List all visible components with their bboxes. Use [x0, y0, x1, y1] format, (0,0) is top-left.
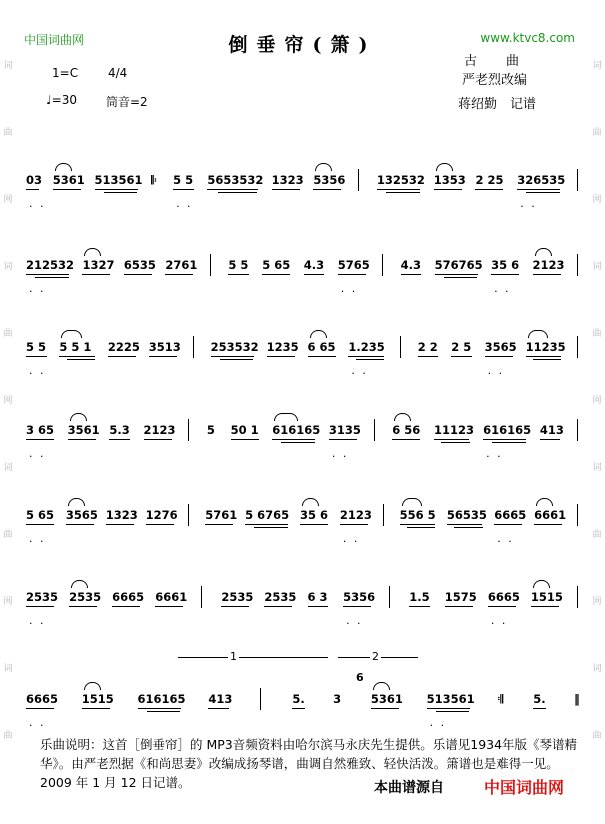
- note-group: 5 65: [26, 508, 55, 522]
- underline-eighth: [144, 439, 172, 440]
- note-group: 556 5: [399, 508, 436, 522]
- lower-octave-dot: . .: [342, 532, 360, 545]
- volta-number-1: 1: [230, 650, 237, 663]
- watermark-char: 词: [3, 61, 13, 71]
- bar-line: [577, 504, 578, 526]
- underline-eighth: [95, 189, 138, 190]
- note-group: 132532: [376, 173, 425, 187]
- note-group: 1515: [530, 590, 563, 604]
- underline-eighth: [264, 606, 292, 607]
- underline-sixteenth: [386, 192, 420, 193]
- underline-eighth: [59, 356, 95, 357]
- watermark-char: 网: [3, 195, 13, 205]
- underline-eighth: [435, 274, 478, 275]
- volta-number-2: 2: [372, 650, 379, 663]
- slur: [84, 248, 101, 256]
- underline-eighth: [540, 439, 561, 440]
- underline-eighth: [26, 524, 54, 525]
- watermark-char: 曲: [592, 731, 602, 741]
- underline-eighth: [434, 189, 462, 190]
- bar-line: [382, 254, 383, 276]
- underline-eighth: [400, 524, 436, 525]
- underline-sixteenth: [492, 442, 526, 443]
- underline-eighth: [534, 524, 562, 525]
- note-group: 1353: [433, 173, 466, 187]
- bar-line: [210, 254, 211, 276]
- watermark-char: 曲: [3, 128, 13, 138]
- underline-eighth: [26, 189, 39, 190]
- note-group: 5 5: [26, 340, 47, 354]
- underline-eighth: [82, 708, 110, 709]
- watermark-char: 网: [3, 396, 13, 406]
- lower-octave-dot: . .: [29, 197, 46, 210]
- underline-sixteenth: [220, 359, 254, 360]
- watermark-char: 曲: [592, 128, 602, 138]
- slur: [55, 163, 72, 171]
- score-row: [0, 423, 605, 463]
- note-group: 2123: [532, 258, 565, 272]
- score-row: [0, 258, 605, 298]
- underline-sixteenth: [454, 527, 482, 528]
- note-group: 253532: [210, 340, 259, 354]
- underline-eighth: [68, 439, 96, 440]
- underline-eighth: [231, 439, 259, 440]
- bar-line: [374, 419, 375, 441]
- repeat-end-sign: 𝄇: [497, 692, 504, 706]
- note-group: 6535: [123, 258, 156, 272]
- underline-eighth: [304, 274, 325, 275]
- underline-eighth: [221, 606, 249, 607]
- note-group: 1323: [105, 508, 138, 522]
- slur: [315, 163, 332, 171]
- note-group: 5 5: [173, 173, 194, 187]
- note-group: 2761: [165, 258, 198, 272]
- lower-octave-dot: . .: [29, 614, 46, 627]
- underline-eighth: [533, 708, 546, 709]
- note-group: 5.3: [109, 423, 130, 437]
- note-group: 1575: [444, 590, 477, 604]
- underline-eighth: [434, 439, 470, 440]
- slur: [61, 330, 82, 338]
- note-group: 3561: [67, 423, 100, 437]
- note-group: 5.: [533, 692, 546, 706]
- underline-eighth: [112, 606, 140, 607]
- underline-eighth: [109, 439, 130, 440]
- underline-eighth: [485, 356, 513, 357]
- underline-eighth: [313, 189, 341, 190]
- watermark-char: 网: [3, 597, 13, 607]
- underline-eighth: [409, 606, 430, 607]
- repeat-start-sign: 𝄆: [151, 173, 157, 187]
- note-group: 5765: [337, 258, 370, 272]
- lower-octave-dot: . .: [429, 716, 447, 729]
- watermark-char: 词: [592, 664, 602, 674]
- note-group: 2535: [69, 590, 102, 604]
- lower-octave-dot: . .: [340, 282, 358, 295]
- underline-eighth: [533, 274, 561, 275]
- grace-note: 6: [356, 671, 364, 684]
- underline-eighth: [26, 708, 54, 709]
- underline-eighth: [451, 356, 472, 357]
- note-group: 3: [333, 692, 342, 706]
- underline-eighth: [488, 606, 516, 607]
- underline-sixteenth: [356, 359, 384, 360]
- score-row: [0, 508, 605, 548]
- lower-octave-dot: . .: [487, 364, 505, 377]
- volta-bracket-1: [178, 657, 328, 658]
- underline-eighth: [308, 356, 336, 357]
- underline-eighth: [272, 439, 315, 440]
- note-group: 413: [208, 692, 233, 706]
- underline-eighth: [124, 274, 152, 275]
- bar-line: [577, 254, 578, 276]
- slur: [84, 682, 101, 690]
- note-group: 6661: [155, 590, 188, 604]
- note-group: 35 6: [491, 258, 520, 272]
- underline-eighth: [205, 524, 233, 525]
- transcriber-label: 蒋绍勤 记谱: [458, 97, 537, 112]
- watermark-char: 曲: [3, 329, 13, 339]
- lower-octave-dot: . .: [29, 364, 46, 377]
- note-group: 50 1: [230, 423, 259, 437]
- time-signature: 4/4: [108, 66, 128, 80]
- note-group: 2 5: [451, 340, 472, 354]
- note-group: 5653532: [207, 173, 264, 187]
- note-group: 2225: [107, 340, 140, 354]
- slur: [436, 163, 453, 171]
- note-group: 4.3: [303, 258, 325, 272]
- underline-eighth: [348, 356, 384, 357]
- underline-eighth: [262, 274, 290, 275]
- underline-eighth: [211, 356, 254, 357]
- lower-octave-dot: . .: [29, 282, 46, 295]
- underline-eighth: [475, 189, 503, 190]
- underline-eighth: [208, 708, 229, 709]
- underline-eighth: [343, 606, 371, 607]
- note-group: 326535: [517, 173, 566, 187]
- origin-label: 古 曲: [464, 54, 521, 69]
- watermark-char: 词: [3, 262, 13, 272]
- slur: [535, 248, 552, 256]
- underline-sixteenth: [444, 277, 478, 278]
- note-group: 5361: [52, 173, 85, 187]
- bar-line: [383, 504, 384, 526]
- note-group: 212532: [26, 258, 75, 272]
- underline-eighth: [531, 606, 559, 607]
- brand-logo-text[interactable]: 中国词曲网: [484, 778, 565, 797]
- lower-octave-dot: . .: [176, 197, 193, 210]
- underline-eighth: [292, 708, 305, 709]
- underline-eighth: [340, 524, 368, 525]
- underline-eighth: [371, 708, 399, 709]
- underline-eighth: [138, 708, 181, 709]
- key-signature: 1=C: [52, 66, 79, 80]
- watermark-char: 网: [592, 597, 602, 607]
- watermark-char: 词: [3, 664, 13, 674]
- underline-eighth: [300, 524, 328, 525]
- note-group: 6 65: [307, 340, 336, 354]
- underline-sixteenth: [218, 192, 257, 193]
- bar-line: [188, 419, 189, 441]
- note-group: 35 6: [300, 508, 329, 522]
- slur: [71, 580, 88, 588]
- underline-sixteenth: [104, 192, 138, 193]
- score-row: [0, 173, 605, 213]
- watermark-char: 词: [592, 262, 602, 272]
- slur: [70, 413, 87, 421]
- lower-octave-dot: . .: [520, 197, 537, 210]
- note-group: 513561: [426, 692, 475, 706]
- underline-sixteenth: [147, 711, 181, 712]
- watermark-char: 曲: [592, 530, 602, 540]
- note-group: 6 3: [307, 590, 328, 604]
- note-group: 513561: [94, 173, 143, 187]
- underline-eighth: [207, 189, 258, 190]
- bar-line: [400, 336, 401, 358]
- underline-eighth: [26, 274, 69, 275]
- underline-eighth: [26, 356, 47, 357]
- bar-line: [260, 688, 261, 710]
- piece-description: 乐曲说明：这首［倒垂帘］的 MP3音频资料由哈尔滨马永庆先生提供。乐谱见1934年版《琴谱精华》。由严老烈据《和尚思妻》改编成扬琴谱，曲调自然雅致、轻快活泼。箫谱也是难得一见。2009 年 1 月 12 日记谱。: [40, 737, 578, 790]
- slur: [394, 413, 411, 421]
- watermark-char: 词: [3, 463, 13, 473]
- site-url-top-right[interactable]: www.ktvc8.com: [480, 31, 575, 45]
- bar-line: [577, 586, 578, 608]
- note-group: 1235: [266, 340, 299, 354]
- bar-line: [188, 504, 189, 526]
- underline-eighth: [329, 439, 357, 440]
- underline-eighth: [447, 524, 483, 525]
- underline-eighth: [392, 439, 420, 440]
- slur: [310, 330, 327, 338]
- underline-eighth: [445, 606, 473, 607]
- note-group: 616165: [272, 423, 321, 437]
- slur: [402, 498, 423, 506]
- note-group: 03: [26, 173, 43, 187]
- underline-eighth: [526, 356, 562, 357]
- note-group: 2 2: [417, 340, 438, 354]
- note-group: 3 65: [26, 423, 55, 437]
- underline-sixteenth: [533, 359, 561, 360]
- underline-eighth: [338, 274, 366, 275]
- bar-line: [201, 586, 202, 608]
- watermark-char: 曲: [3, 731, 13, 741]
- note-group: 5: [206, 423, 215, 437]
- underline-sixteenth: [441, 442, 469, 443]
- slur: [373, 682, 390, 690]
- note-group: 3513: [148, 340, 181, 354]
- underline-eighth: [427, 708, 470, 709]
- note-group: 6661: [534, 508, 567, 522]
- note-group: 2123: [339, 508, 372, 522]
- final-bar: ‖: [574, 692, 580, 706]
- arranger-label: 严老烈改编: [462, 73, 528, 88]
- note-group: 2 25: [475, 173, 504, 187]
- lower-octave-dot: . .: [29, 716, 46, 729]
- underline-eighth: [26, 439, 54, 440]
- bar-line: [577, 336, 578, 358]
- slur: [302, 498, 319, 506]
- note-group: 2535: [221, 590, 254, 604]
- note-group: 5 5: [228, 258, 249, 272]
- note-group: 5761: [205, 508, 238, 522]
- lower-octave-dot: . .: [331, 447, 349, 460]
- underline-eighth: [228, 274, 249, 275]
- note-group: 1327: [82, 258, 115, 272]
- note-group: 2535: [264, 590, 297, 604]
- note-group: 6665: [112, 590, 145, 604]
- note-group: 1515: [81, 692, 114, 706]
- underline-eighth: [491, 274, 519, 275]
- note-group: 1.235: [348, 340, 385, 354]
- underline-eighth: [517, 189, 560, 190]
- underline-eighth: [149, 356, 177, 357]
- note-group: 5 65: [262, 258, 291, 272]
- underline-eighth: [401, 274, 422, 275]
- lower-octave-dot: . .: [351, 364, 368, 377]
- note-group: 3565: [65, 508, 98, 522]
- lower-octave-dot: . .: [494, 282, 511, 295]
- underline-sixteenth: [35, 277, 69, 278]
- underline-eighth: [483, 439, 526, 440]
- underline-eighth: [66, 524, 94, 525]
- underline-eighth: [173, 189, 194, 190]
- score-row: [0, 692, 605, 732]
- slur: [536, 498, 553, 506]
- underline-eighth: [82, 274, 110, 275]
- note-group: 576765: [434, 258, 483, 272]
- note-group: 2535: [26, 590, 59, 604]
- note-group: 413: [539, 423, 564, 437]
- site-name-top-left[interactable]: 中国词曲网: [24, 33, 85, 47]
- underline-eighth: [267, 356, 295, 357]
- bar-line: [193, 336, 194, 358]
- underline-eighth: [26, 606, 54, 607]
- watermark-char: 词: [592, 61, 602, 71]
- note-group: 56535: [446, 508, 487, 522]
- lower-octave-dot: . .: [486, 447, 503, 460]
- underline-eighth: [308, 606, 329, 607]
- note-group: 4.3: [400, 258, 422, 272]
- tempo-marking: ♩=30: [46, 93, 77, 107]
- watermark-char: 词: [592, 463, 602, 473]
- lower-octave-dot: . .: [346, 614, 363, 627]
- note-group: 5.: [292, 692, 305, 706]
- note-group: 11235: [525, 340, 566, 354]
- note-group: 1276: [145, 508, 178, 522]
- note-group: 1323: [271, 173, 304, 187]
- watermark-char: 曲: [592, 329, 602, 339]
- slur: [528, 330, 549, 338]
- score-row: [0, 340, 605, 380]
- song-title: 倒垂帘(箫): [228, 34, 377, 56]
- note-group: 616165: [483, 423, 532, 437]
- base-pitch: 筒音=2: [106, 95, 148, 109]
- underline-eighth: [494, 524, 522, 525]
- bar-line: [577, 419, 578, 441]
- score-row: [0, 590, 605, 630]
- watermark-char: 曲: [3, 530, 13, 540]
- bar-line: [358, 169, 359, 191]
- note-group: 11123: [433, 423, 474, 437]
- underline-eighth: [69, 606, 97, 607]
- note-group: 5 5 1: [59, 340, 92, 354]
- note-group: 6665: [487, 590, 520, 604]
- underline-eighth: [377, 189, 420, 190]
- underline-sixteenth: [281, 442, 315, 443]
- note-group: 5361: [370, 692, 403, 706]
- note-group: 6 56: [392, 423, 421, 437]
- slur: [533, 580, 550, 588]
- underline-eighth: [155, 606, 183, 607]
- note-group: 6665: [494, 508, 527, 522]
- underline-sixteenth: [436, 711, 470, 712]
- lower-octave-dot: . .: [490, 614, 508, 627]
- note-group: 2123: [143, 423, 176, 437]
- underline-eighth: [272, 189, 300, 190]
- note-group: 616165: [137, 692, 186, 706]
- underline-eighth: [165, 274, 193, 275]
- note-group: 5 6765: [245, 508, 290, 522]
- underline-eighth: [245, 524, 288, 525]
- underline-eighth: [108, 356, 136, 357]
- lower-octave-dot: . .: [497, 532, 514, 545]
- note-group: 5356: [343, 590, 376, 604]
- watermark-char: 网: [592, 195, 602, 205]
- note-group: 3135: [328, 423, 361, 437]
- underline-sixteenth: [407, 527, 435, 528]
- note-group: 5356: [313, 173, 346, 187]
- note-group: 6665: [26, 692, 59, 706]
- bar-line: [577, 169, 578, 191]
- lower-octave-dot: . .: [29, 532, 46, 545]
- note-group: 1.5: [409, 590, 430, 604]
- underline-eighth: [418, 356, 439, 357]
- underline-sixteenth: [254, 527, 288, 528]
- underline-sixteenth: [67, 359, 95, 360]
- bar-line: [389, 586, 390, 608]
- underline-sixteenth: [526, 192, 560, 193]
- underline-eighth: [146, 524, 174, 525]
- lower-octave-dot: . .: [29, 447, 46, 460]
- source-label: 本曲谱源自: [374, 780, 444, 796]
- underline-eighth: [106, 524, 134, 525]
- note-group: 3565: [484, 340, 517, 354]
- slur: [274, 413, 298, 421]
- slur: [68, 498, 85, 506]
- watermark-char: 网: [592, 396, 602, 406]
- underline-eighth: [53, 189, 81, 190]
